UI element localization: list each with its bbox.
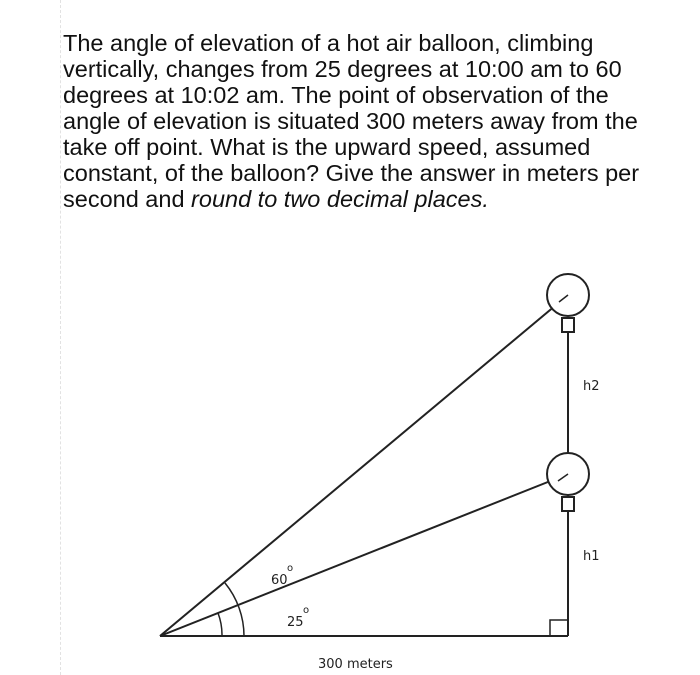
balloon-lower-icon [547,453,589,511]
problem-statement-rounding-instruction: round to two decimal places. [191,186,489,212]
height-label-h2: h2 [583,379,600,394]
angle-label-25: 25 [287,615,304,630]
sight-line-60 [160,295,568,636]
problem-statement-main: The angle of elevation of a hot air balloon, climbing vertically, changes from 25 degrees at 10:00 am to 60 degrees at 10:02 am. The point of observation of the angle of elevation is situated 300 meters away from the take off point. What is the upward speed, assumed constant, of the balloon? Give the answer in meters per second and [63,30,640,212]
angle-arc-25 [218,613,222,636]
angle-label-60: 60 [271,573,288,588]
angle-degree-mark-25: o [303,605,310,616]
balloon-upper-icon [547,274,589,332]
sight-line-25 [160,474,568,636]
right-angle-marker [550,620,568,636]
base-distance-label: 300 meters [318,657,393,672]
angle-degree-mark-60: o [287,563,294,574]
height-label-h1: h1 [583,549,600,564]
